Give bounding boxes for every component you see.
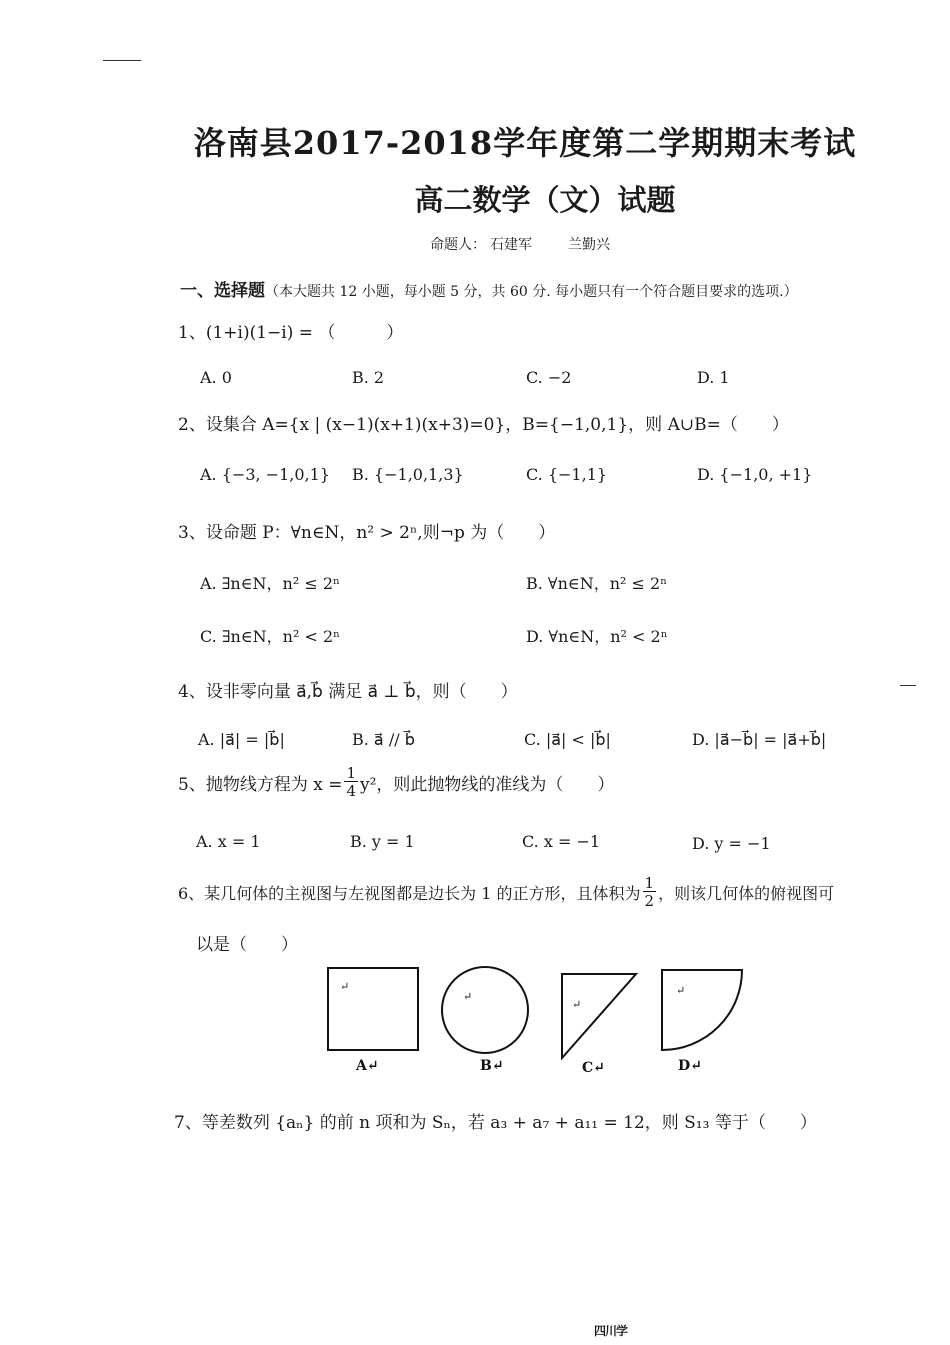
figure-d-mark: ↵ [676,984,686,997]
authors-line [430,234,646,254]
question-6-stem-post: ，则该几何体的俯视图可 [658,884,835,903]
scan-mark-right [900,685,916,686]
figure-c-label: C↵ [582,1060,605,1076]
question-5-stem-post: y²，则此抛物线的准线为（ ） [360,775,615,795]
question-4-stem: 4、设非零向量 a⃗,b⃗ 满足 a⃗ ⊥ b⃗，则（ ） [178,682,518,702]
question-5-option-b: B. y = 1 [350,832,415,851]
question-4-option-d: D. |a⃗−b⃗| = |a⃗+b⃗| [692,730,827,749]
footer-mark: 四川学 [594,1324,628,1338]
exam-subtitle: 高二数学（文）试题 [414,183,676,217]
question-1-stem: 1、(1+i)(1−i) = （ ） [178,323,404,343]
question-2-option-d: D. {−1,0, +1} [697,465,813,484]
author-name-2: 兰勤兴 [568,237,610,253]
figure-a-mark: ↵ [340,980,350,993]
scan-mark-top [103,60,141,61]
question-4-option-c: C. |a⃗| < |b⃗| [524,730,611,749]
figure-b-mark: ↵ [463,990,473,1003]
question-1-option-c: C. −2 [526,368,572,387]
figure-c-mark: ↵ [572,998,582,1011]
question-6-stem [178,876,834,909]
question-5-stem [178,766,614,799]
question-3-option-d: D. ∀n∈N，n² < 2ⁿ [526,627,668,646]
question-5-option-d: D. y = −1 [692,834,771,853]
question-3-option-a: A. ∃n∈N，n² ≤ 2ⁿ [200,574,340,593]
question-5-fraction-num: 1 [346,764,357,782]
figure-b-circle [442,967,528,1053]
exam-title: 洛南县2017-2018学年度第二学期期末考试 [193,124,857,162]
question-5-fraction [344,766,358,799]
question-1-option-b: B. 2 [352,368,385,387]
question-3-stem: 3、设命题 P：∀n∈N，n² > 2ⁿ,则¬p 为（ ） [178,523,556,543]
question-6-fraction-num: 1 [644,874,655,892]
question-2-option-c: C. {−1,1} [526,465,608,484]
question-2-option-a: A. {−3, −1,0,1} [200,465,330,484]
question-5-option-a: A. x = 1 [196,832,261,851]
figure-d-label: D↵ [678,1058,702,1074]
question-1-option-a: A. 0 [200,368,232,387]
figure-a-label: A↵ [356,1058,379,1074]
question-4-option-a: A. |a⃗| = |b⃗| [198,730,285,749]
question-7-stem: 7、等差数列 {aₙ} 的前 n 项和为 Sₙ，若 a₃ + a₇ + a₁₁ = 12，则 S₁₃ 等于（ ） [174,1113,817,1133]
question-6-stem-pre: 6、某几何体的主视图与左视图都是边长为 1 的正方形，且体积为 [178,884,641,903]
section-heading [180,276,798,301]
question-2-option-b: B. {−1,0,1,3} [352,465,464,484]
question-3-option-b: B. ∀n∈N，n² ≤ 2ⁿ [526,574,668,593]
question-5-stem-pre: 5、抛物线方程为 x = [178,775,343,795]
figure-d-quarter-circle [662,970,742,1050]
section-note: （本大题共 12 小题，每小题 5 分，共 60 分. 每小题只有一个符合题目要求的选项.） [265,284,798,300]
question-3-option-c: C. ∃n∈N，n² < 2ⁿ [200,627,341,646]
question-5-option-c: C. x = −1 [522,832,601,851]
question-4-option-b: B. a⃗ // b⃗ [352,730,415,749]
question-2-stem: 2、设集合 A={x | (x−1)(x+1)(x+3)=0}，B={−1,0,1}，则 A∪B=（ ） [178,415,789,435]
question-5-fraction-den: 4 [346,782,357,800]
question-6-stem-line2: 以是（ ） [196,935,298,955]
question-6-fraction-den: 2 [644,892,655,910]
author-name-1: 石建军 [490,237,532,253]
authors-label: 命题人： [430,237,486,253]
section-title: 一、选择题 [180,281,265,301]
figure-b-label: B↵ [480,1058,504,1074]
figure-c-triangle [562,974,636,1058]
question-1-option-d: D. 1 [697,368,730,387]
question-6-figures [300,960,770,1080]
question-6-fraction [643,876,657,909]
